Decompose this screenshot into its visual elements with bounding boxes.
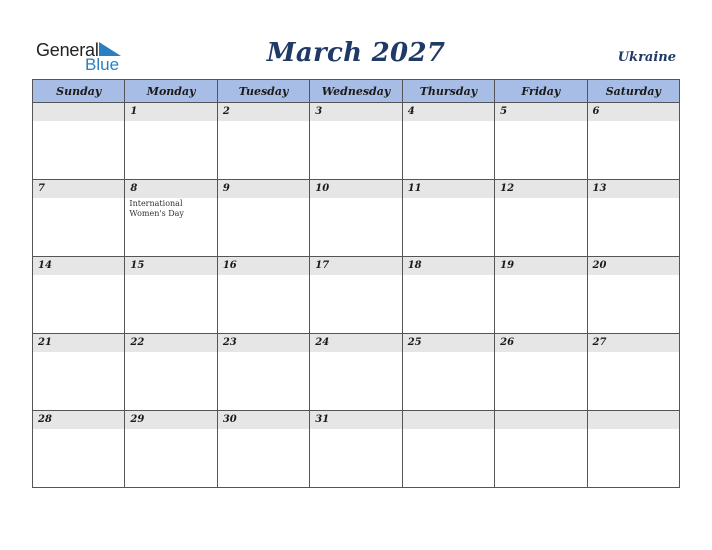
- calendar-day-cell: [495, 103, 587, 180]
- calendar-day-cell: [33, 257, 125, 334]
- day-number-bar: [125, 103, 216, 121]
- day-number: 23: [222, 337, 237, 348]
- calendar-day-cell: [125, 103, 217, 180]
- day-number-bar: [495, 334, 586, 352]
- holiday-event: International Women's Day: [129, 199, 184, 218]
- day-number-bar: [403, 411, 494, 429]
- calendar-day-cell: [310, 334, 402, 411]
- day-number: 11: [407, 183, 422, 194]
- calendar-day-cell: [217, 411, 309, 488]
- day-number-bar: [33, 180, 124, 198]
- calendar-week-row: [33, 180, 680, 257]
- calendar-day-cell: [217, 257, 309, 334]
- calendar-day-cell: [495, 411, 587, 488]
- day-number-bar: [218, 334, 309, 352]
- day-number: 26: [500, 337, 515, 348]
- day-number: 5: [500, 106, 508, 117]
- day-number-bar: [33, 257, 124, 275]
- calendar-week-row: [33, 334, 680, 411]
- calendar-day-cell: [310, 257, 402, 334]
- day-number: 21: [38, 337, 52, 348]
- day-number-bar: [310, 411, 401, 429]
- weekday-header-monday: Monday: [125, 80, 217, 103]
- calendar-day-cell: [125, 257, 217, 334]
- weekday-header-row: [33, 80, 680, 103]
- day-number: 12: [500, 183, 515, 194]
- day-number: 27: [592, 337, 607, 348]
- day-number: 16: [222, 260, 237, 271]
- weekday-header-sunday: Sunday: [33, 80, 125, 103]
- day-number-bar: [33, 103, 124, 121]
- calendar-day-cell: [402, 257, 494, 334]
- calendar-title: March 2027: [266, 38, 446, 68]
- day-number-bar: [310, 180, 401, 198]
- day-number: 20: [592, 260, 607, 271]
- day-number: 10: [315, 183, 330, 194]
- calendar-week-row: [33, 257, 680, 334]
- day-number: 19: [500, 260, 515, 271]
- calendar-grid: [32, 79, 680, 488]
- day-number-bar: [495, 180, 586, 198]
- day-number: 30: [222, 414, 237, 425]
- day-number-bar: [125, 180, 216, 198]
- day-number-bar: [310, 334, 401, 352]
- country-label: Ukraine: [617, 50, 676, 65]
- day-number-bar: [218, 411, 309, 429]
- calendar-day-cell: [217, 103, 309, 180]
- calendar-day-cell: [587, 180, 679, 257]
- calendar-day-cell: [402, 103, 494, 180]
- calendar-day-cell: [33, 411, 125, 488]
- calendar-day-cell: [495, 180, 587, 257]
- day-number-bar: [403, 180, 494, 198]
- calendar-day-cell: [125, 334, 217, 411]
- weekday-header-friday: Friday: [495, 80, 587, 103]
- day-number-bar: [588, 180, 679, 198]
- day-number: 3: [315, 106, 323, 117]
- calendar-day-cell: [495, 257, 587, 334]
- day-number-bar: [495, 103, 586, 121]
- day-number-bar: [310, 257, 401, 275]
- day-number-bar: [588, 411, 679, 429]
- calendar-day-cell: [587, 103, 679, 180]
- day-number: 29: [130, 414, 145, 425]
- day-number-bar: [588, 334, 679, 352]
- day-number-bar: [218, 180, 309, 198]
- day-number: 28: [38, 414, 52, 425]
- calendar-week-row: [33, 411, 680, 488]
- calendar-day-cell: [587, 257, 679, 334]
- day-number: 22: [130, 337, 145, 348]
- calendar-day-cell: [33, 103, 125, 180]
- day-number: 6: [592, 106, 600, 117]
- weekday-header-tuesday: Tuesday: [217, 80, 309, 103]
- day-number-bar: [125, 334, 216, 352]
- weekday-header-saturday: Saturday: [587, 80, 679, 103]
- day-number: 9: [222, 183, 230, 194]
- calendar-day-cell: [125, 180, 217, 257]
- calendar-day-cell: [402, 411, 494, 488]
- day-number-bar: [310, 103, 401, 121]
- logo-text-blue: Blue: [85, 55, 120, 74]
- day-number-bar: [403, 334, 494, 352]
- day-number: 8: [130, 183, 138, 194]
- day-number-bar: [403, 103, 494, 121]
- calendar-day-cell: [125, 411, 217, 488]
- calendar-day-cell: [587, 334, 679, 411]
- day-number: 7: [38, 183, 45, 194]
- day-number-bar: [403, 257, 494, 275]
- weekday-header-wednesday: Wednesday: [310, 80, 402, 103]
- day-number: 18: [407, 260, 422, 271]
- weekday-header-thursday: Thursday: [402, 80, 494, 103]
- calendar-week-row: [33, 103, 680, 180]
- calendar-day-cell: [33, 334, 125, 411]
- day-number: 2: [222, 106, 230, 117]
- day-number-bar: [218, 257, 309, 275]
- day-number-bar: [33, 411, 124, 429]
- day-number-bar: [33, 334, 124, 352]
- calendar-day-cell: [402, 180, 494, 257]
- day-number-bar: [588, 103, 679, 121]
- day-number: 14: [38, 260, 52, 271]
- calendar-day-cell: [310, 411, 402, 488]
- day-number: 24: [315, 337, 330, 348]
- logo-text-general: General: [36, 40, 99, 60]
- day-number-bar: [125, 257, 216, 275]
- calendar-day-cell: [587, 411, 679, 488]
- calendar-day-cell: [217, 334, 309, 411]
- day-number-bar: [125, 411, 216, 429]
- day-number: 31: [315, 414, 330, 425]
- calendar-day-cell: [402, 334, 494, 411]
- day-number-bar: [495, 411, 586, 429]
- calendar-day-cell: [495, 334, 587, 411]
- day-number: 25: [407, 337, 422, 348]
- day-number-bar: [218, 103, 309, 121]
- calendar-day-cell: [310, 180, 402, 257]
- day-number: 13: [592, 183, 607, 194]
- day-number: 15: [130, 260, 145, 271]
- calendar-day-cell: [310, 103, 402, 180]
- calendar-day-cell: [33, 180, 125, 257]
- day-number: 1: [130, 106, 138, 117]
- day-number: 4: [407, 106, 415, 117]
- calendar-day-cell: [217, 180, 309, 257]
- day-number: 17: [315, 260, 330, 271]
- day-number-bar: [588, 257, 679, 275]
- day-number-bar: [495, 257, 586, 275]
